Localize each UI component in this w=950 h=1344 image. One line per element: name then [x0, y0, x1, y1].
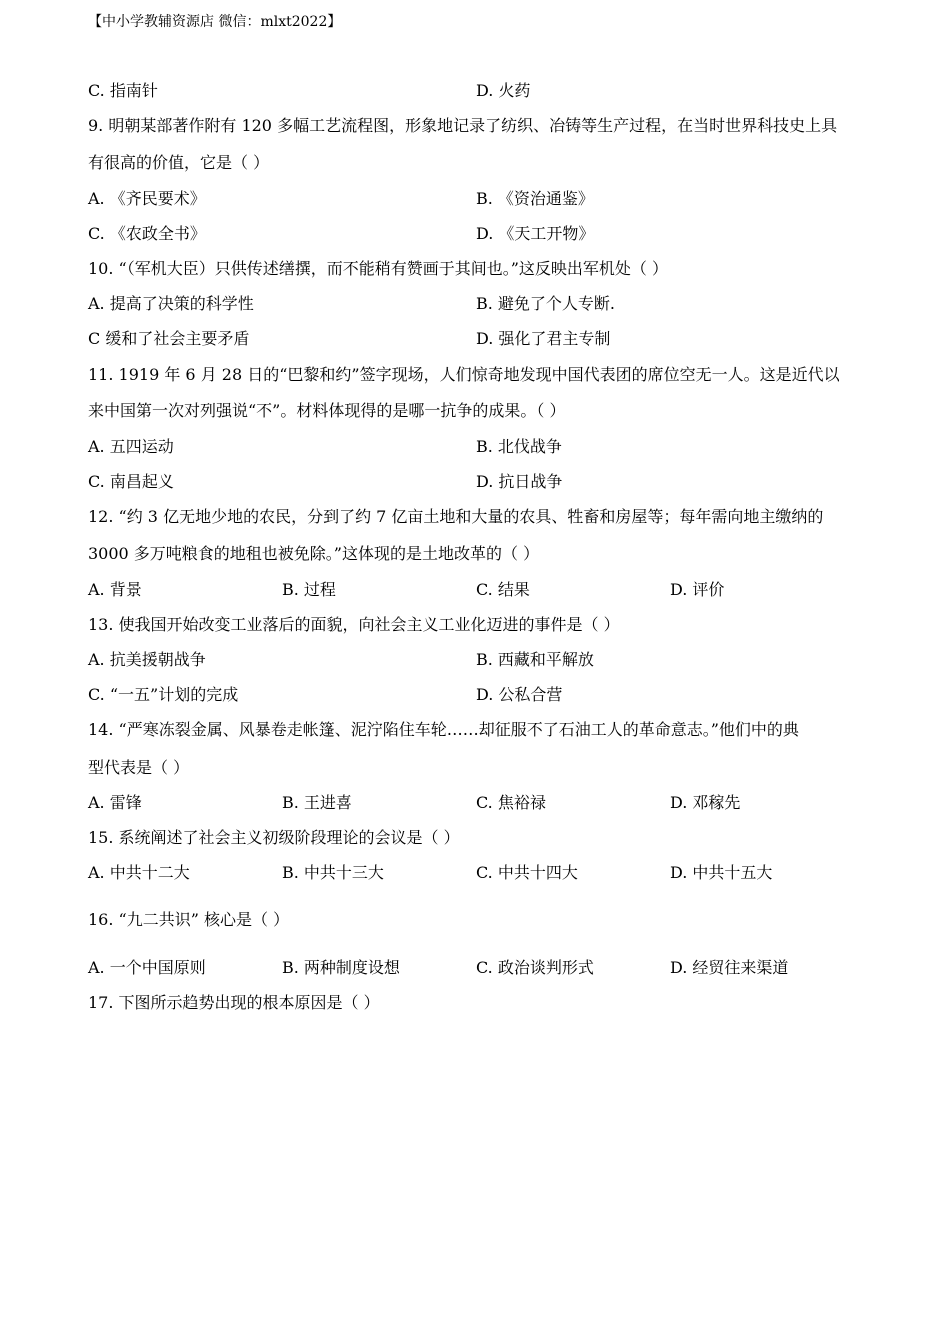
q11-option-a: A. 五四运动 [88, 437, 174, 456]
q11-option-b: B. 北伐战争 [476, 437, 562, 456]
q12-stem-line2: 3000 多万吨粮食的地租也被免除。”这体现的是土地改革的（ ） [88, 544, 540, 563]
q12-option-b: B. 过程 [282, 580, 336, 599]
q12-option-c: C. 结果 [476, 580, 530, 599]
q17-stem-line1: 17. 下图所示趋势出现的根本原因是（ ） [88, 993, 380, 1012]
q12-stem-line1: 12. “约 3 亿无地少地的农民，分到了约 7 亿亩土地和大量的农具、牲畜和房屋等；每年需向地主缴纳的 [88, 507, 824, 526]
q13-option-d: D. 公私合营 [476, 685, 563, 704]
q14-option-b: B. 王进喜 [282, 793, 352, 812]
q15-option-c: C. 中共十四大 [476, 863, 578, 882]
q13-option-c: C. “一五”计划的完成 [88, 685, 239, 704]
q16-option-b: B. 两种制度设想 [282, 958, 400, 977]
q11-stem-line1: 11. 1919 年 6 月 28 日的“巴黎和约”签字现场，人们惊奇地发现中国代表团的席位空无一人。这是近代以 [88, 365, 840, 384]
q11-stem-line2: 来中国第一次对列强说“不”。材料体现得的是哪一抗争的成果。（ ） [88, 401, 566, 420]
q9-stem-line2: 有很高的价值，它是（ ） [88, 153, 270, 172]
q11-option-d: D. 抗日战争 [476, 472, 563, 491]
q13-option-a: A. 抗美援朝战争 [88, 650, 206, 669]
q16-option-c: C. 政治谈判形式 [476, 958, 594, 977]
q13-option-b: B. 西藏和平解放 [476, 650, 594, 669]
q10-option-b: B. 避免了个人专断. [476, 294, 616, 313]
q8-option-c: C. 指南针 [88, 81, 158, 100]
q16-option-d: D. 经贸往来渠道 [670, 958, 789, 977]
q16-option-a: A. 一个中国原则 [88, 958, 206, 977]
q9-option-d: D. 《天工开物》 [476, 224, 595, 243]
page-header: 【中小学教辅资源店 微信：mlxt2022】 [88, 14, 342, 30]
q15-option-d: D. 中共十五大 [670, 863, 773, 882]
q14-stem-line2: 型代表是（ ） [88, 758, 190, 777]
q14-option-d: D. 邓稼先 [670, 793, 741, 812]
q9-option-b: B. 《资治通鉴》 [476, 189, 594, 208]
q11-option-c: C. 南昌起义 [88, 472, 174, 491]
q9-option-c: C. 《农政全书》 [88, 224, 206, 243]
q16-stem-line1: 16. “九二共识” 核心是（ ） [88, 910, 290, 929]
q12-option-a: A. 背景 [88, 580, 142, 599]
q10-option-d: D. 强化了君主专制 [476, 329, 611, 348]
q10-stem-line1: 10. “（军机大臣）只供传述缮撰，而不能稍有赞画于其间也。”这反映出军机处（ ） [88, 259, 668, 278]
q12-option-d: D. 评价 [670, 580, 725, 599]
q15-stem-line1: 15. 系统阐述了社会主义初级阶段理论的会议是（ ） [88, 828, 460, 847]
q10-option-a: A. 提高了决策的科学性 [88, 294, 254, 313]
q13-stem-line1: 13. 使我国开始改变工业落后的面貌，向社会主义工业化迈进的事件是（ ） [88, 615, 620, 634]
q8-option-d: D. 火药 [476, 81, 531, 100]
q14-option-c: C. 焦裕禄 [476, 793, 546, 812]
q10-option-c: C 缓和了社会主要矛盾 [88, 329, 250, 348]
q9-stem-line1: 9. 明朝某部著作附有 120 多幅工艺流程图，形象地记录了纺织、冶铸等生产过程，在当时世界科技史上具 [88, 116, 838, 135]
q15-option-a: A. 中共十二大 [88, 863, 190, 882]
q14-stem-line1: 14. “严寒冻裂金属、风暴卷走帐篷、泥泞陷住车轮……却征服不了石油工人的革命意志。”他们中的典 [88, 720, 799, 739]
q15-option-b: B. 中共十三大 [282, 863, 384, 882]
q14-option-a: A. 雷锋 [88, 793, 142, 812]
q9-option-a: A. 《齐民要术》 [88, 189, 206, 208]
